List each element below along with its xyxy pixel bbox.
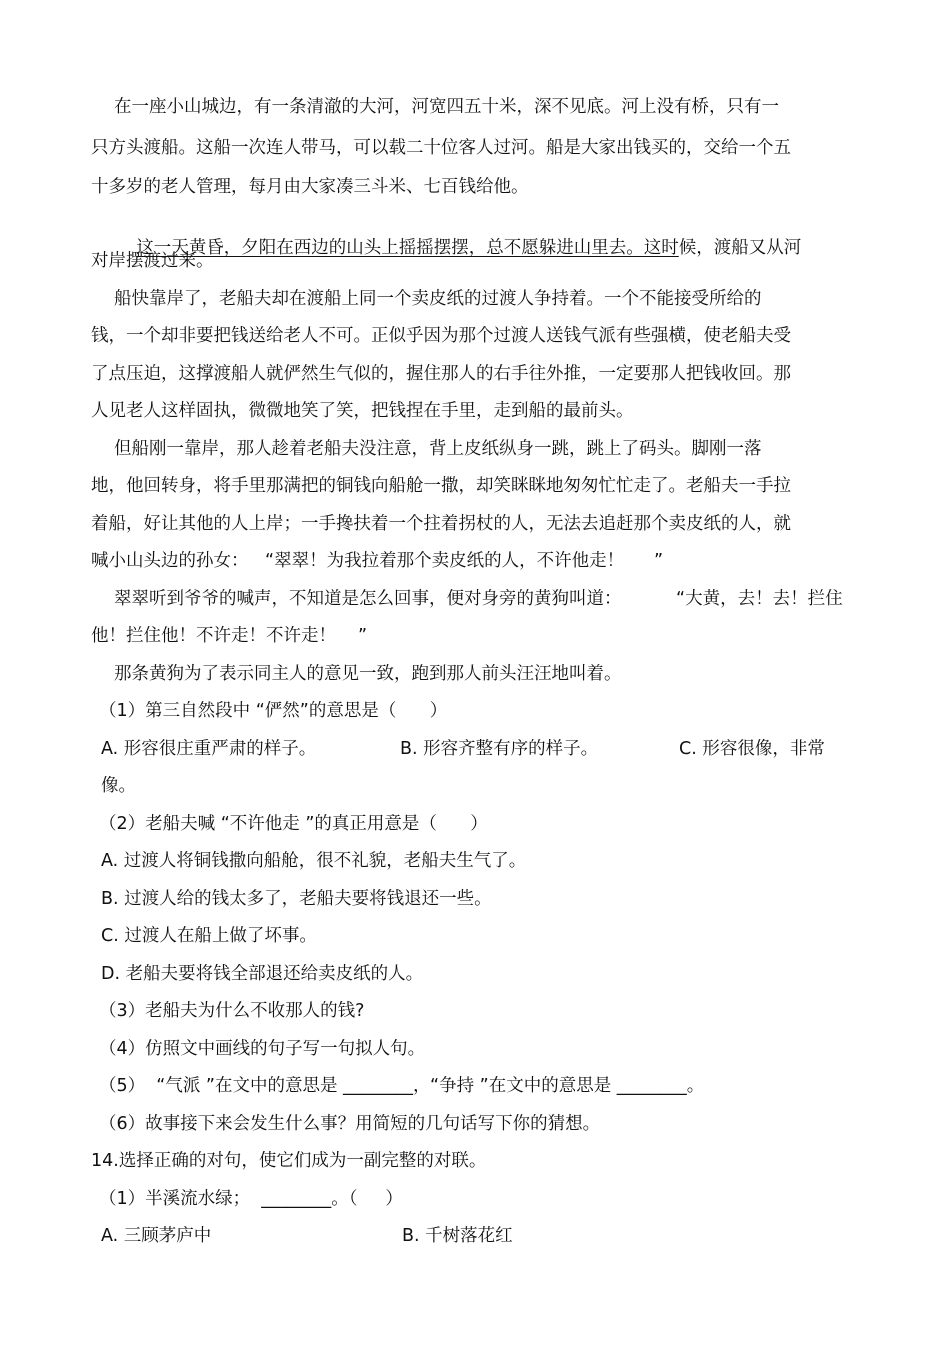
option-c-cont: 像。 (101, 776, 136, 796)
passage-line (114, 212, 801, 284)
passage-line: 那条黄狗为了表示同主人的意见一致，跑到那人前头汪汪地叫着。 (114, 664, 622, 684)
question-4: （4）仿照文中画线的句子写一句拟人句。 (99, 1039, 426, 1059)
passage-line: 但船刚一靠岸，那人趁着老船夫没注意，背上皮纸纵身一跳，跳上了码头。脚刚一落 (114, 439, 762, 459)
passage-line: 钱，一个却非要把钱送给老人不可。正似乎因为那个过渡人送钱气派有些强横，使老船夫受 (91, 326, 791, 346)
question-5: （5） “气派 ”在文中的意思是 ________， (99, 1076, 431, 1096)
passage-text: ” (358, 626, 368, 646)
question-14-title: 14.选择正确的对句，使它们成为一副完整的对联。 (91, 1151, 487, 1171)
option-c: C. 过渡人在船上做了坏事。 (101, 926, 317, 946)
passage-line: 他！拦住他！不许走！不许走！ (91, 626, 336, 646)
underlined-sentence: 这一天黄昏，夕阳在西边的山头上摇摇摆摆，总不愿躲进山里去。这时 (136, 238, 679, 258)
option-a: A. 三顾茅庐中 (101, 1226, 212, 1246)
option-b: B. 形容齐整有序的样子。 (400, 739, 599, 759)
passage-line: 船快靠岸了，老船夫却在渡船上同一个卖皮纸的过渡人争持着。一个不能接受所给的 (114, 289, 762, 309)
passage-text: “大黄，去！去！拦住 (676, 589, 843, 609)
option-b: B. 过渡人给的钱太多了，老船夫要将钱退还一些。 (101, 889, 492, 909)
question-2: （2）老船夫喊 “不许他走 ”的真正用意是（ ） (99, 814, 488, 834)
passage-text: ” (654, 551, 664, 571)
passage-line: 在一座小山城边，有一条清澈的大河，河宽四五十米，深不见底。河上没有桥，只有一 (114, 97, 779, 117)
question-1: （1）第三自然段中 “俨然”的意思是（ ） (99, 701, 448, 721)
passage-line: 翠翠听到爷爷的喊声，不知道是怎么回事，便对身旁的黄狗叫道： (114, 589, 622, 609)
question-14-sub-1: （1）半溪流水绿； ________。（ ） (99, 1189, 403, 1209)
question-6: （6）故事接下来会发生什么事？用简短的几句话写下你的猜想。 (99, 1114, 601, 1134)
passage-line: 只方头渡船。这船一次连人带马，可以载二十位客人过河。船是大家出钱买的，交给一个五 (91, 138, 791, 158)
option-a: A. 形容很庄重严肃的样子。 (101, 739, 317, 759)
passage-line: 着船，好让其他的人上岸；一手搀扶着一个拄着拐杖的人，无法去追赶那个卖皮纸的人，就 (91, 514, 791, 534)
question-3: （3）老船夫为什么不收那人的钱? (99, 1001, 365, 1021)
option-c: C. 形容很像，非常 (679, 739, 825, 759)
option-d: D. 老船夫要将钱全部退还给卖皮纸的人。 (101, 964, 424, 984)
option-a: A. 过渡人将铜钱撒向船舱，很不礼貌，老船夫生气了。 (101, 851, 527, 871)
option-b: B. 千树落花红 (402, 1226, 513, 1246)
question-5-part-2: “争持 ”在文中的意思是 ________。 (430, 1076, 705, 1096)
passage-line: 十多岁的老人管理，每月由大家凑三斗米、七百钱给他。 (91, 177, 529, 197)
passage-line: 对岸摆渡过来。 (91, 251, 214, 271)
passage-text: “翠翠！为我拉着那个卖皮纸的人，不许他走！ (265, 551, 625, 571)
passage-line: 了点压迫，这撑渡船人就俨然生气似的，握住那人的右手往外推，一定要那人把钱收回。那 (91, 364, 791, 384)
passage-line: 地，他回转身，将手里那满把的铜钱向船舱一撒，却笑眯眯地匆匆忙忙走了。老船夫一手拉 (91, 476, 791, 496)
passage-line: 喊小山头边的孙女： (91, 551, 249, 571)
passage-text: 候，渡船又从河 (678, 238, 802, 258)
passage-line: 人见老人这样固执，微微地笑了笑，把钱捏在手里，走到船的最前头。 (91, 401, 634, 421)
